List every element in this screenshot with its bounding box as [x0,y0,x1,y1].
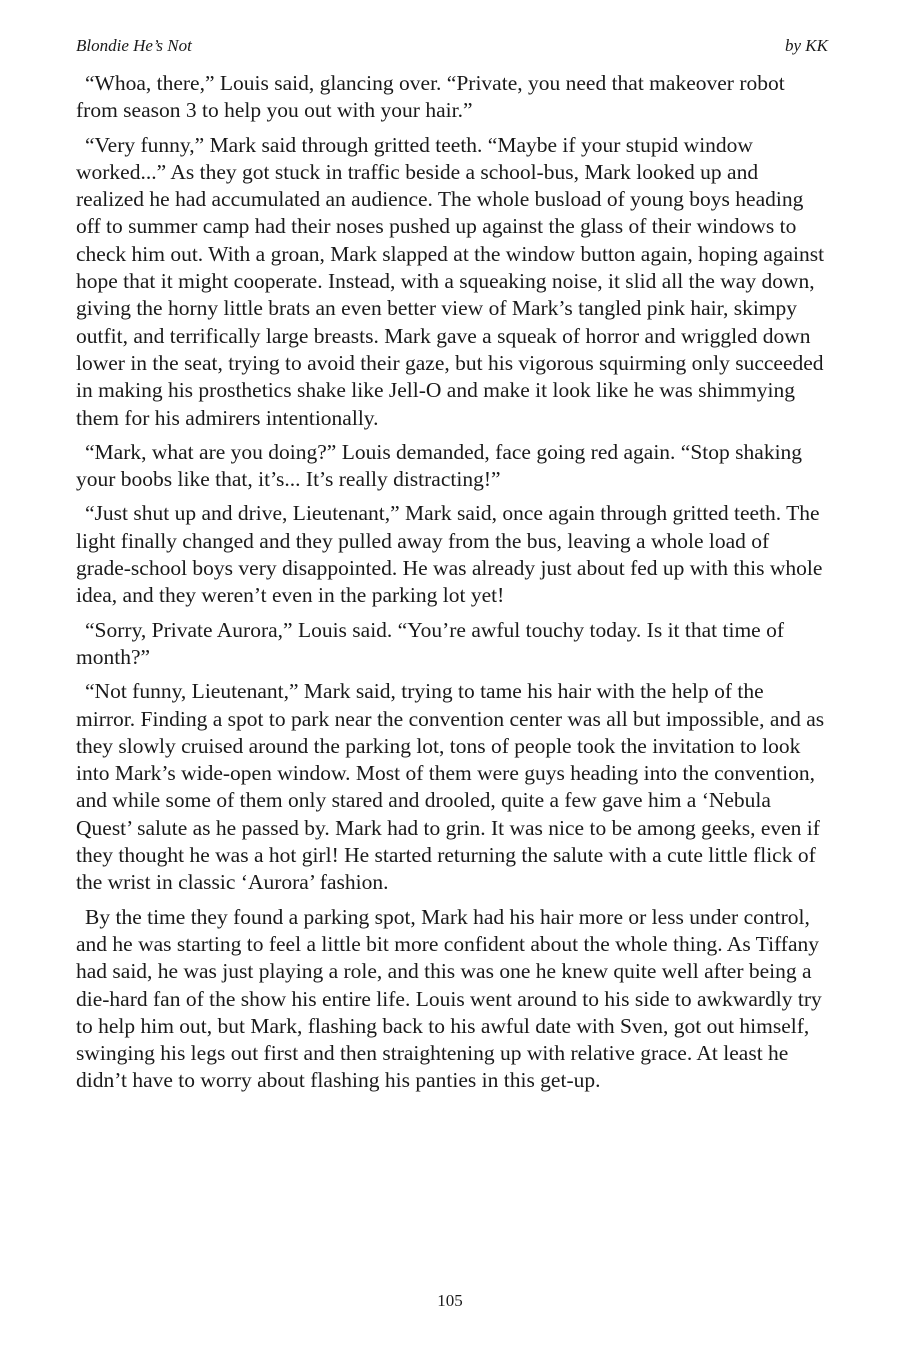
body-text [76,70,828,1102]
paragraph: By the time they found a parking spot, Mark had his hair more or less under control, and he was starting to feel a little bit more confident about the whole thing. As Tiffany had said, he was just playing a role, and this was one he knew quite well after being a die-hard fan of the show his entire life. Louis went around to his side to awkwardly try to help him out, but Mark, flashing back to his awful date with Sven, got out himself, swinging his legs out first and then straightening up with relative grace. At least he didn’t have to worry about flashing his panties in this get-up. [76,904,822,1093]
paragraph: “Mark, what are you doing?” Louis demanded, face going red again. “Stop shaking your boobs like that, it’s... It’s really distracting!” [76,439,803,492]
paragraph: “Very funny,” Mark said through gritted teeth. “Maybe if your stupid window worked...” As they got stuck in traffic beside a school-bus, Mark looked up and realized he had accumulated an audience. The whole busload of young boys heading off to summer camp had their noses pushed up against the glass of their windows to check him out. With a groan, Mark slapped at the window button again, hoping against hope that it might cooperate. Instead, with a squeaking noise, it slid all the way down, giving the horny little brats an even better view of Mark’s tangled pink hair, skimpy outfit, and terrifically large breasts. Mark gave a squeak of horror and wriggled down lower in the seat, trying to avoid their gaze, but his vigorous squirming only succeeded in making his prosthetics shake like Jell-O and make it look like he was shimmying them for his admirers intentionally. [76,132,825,430]
running-header [76,36,828,60]
paragraph: “Just shut up and drive, Lieutenant,” Mark said, once again through gritted teeth. The light finally changed and they pulled away from the bus, leaving a whole load of grade-school boys very disappointed. He was already just about fed up with this whole idea, and they weren’t even in the parking lot yet! [76,501,823,608]
book-title: Blondie He’s Not [76,36,192,55]
author-name: by KK [785,36,828,55]
paragraph: “Sorry, Private Aurora,” Louis said. “You’re awful touchy today. Is it that time of month?” [76,617,785,669]
paragraph: “Whoa, there,” Louis said, glancing over. “Private, you need that makeover robot from season 3 to help you out with your hair.” [76,71,785,123]
page-number: 105 [437,1291,463,1310]
paragraph: “Not funny, Lieutenant,” Mark said, trying to tame his hair with the help of the mirror. Finding a spot to park near the convention center was all but impossible, and as they slowly cruised around the parking lot, tons of people took the invitation to look into Mark’s wide-open window. Most of them were guys heading into the convention, and while some of them only stared and drooled, quite a few gave him a ‘Nebula Quest’ salute as he passed by. Mark had to grin. It was nice to be among geeks, even if they thought he was a hot girl! He started returning the salute with a cute little flick of the wrist in classic ‘Aurora’ fashion. [76,679,825,895]
